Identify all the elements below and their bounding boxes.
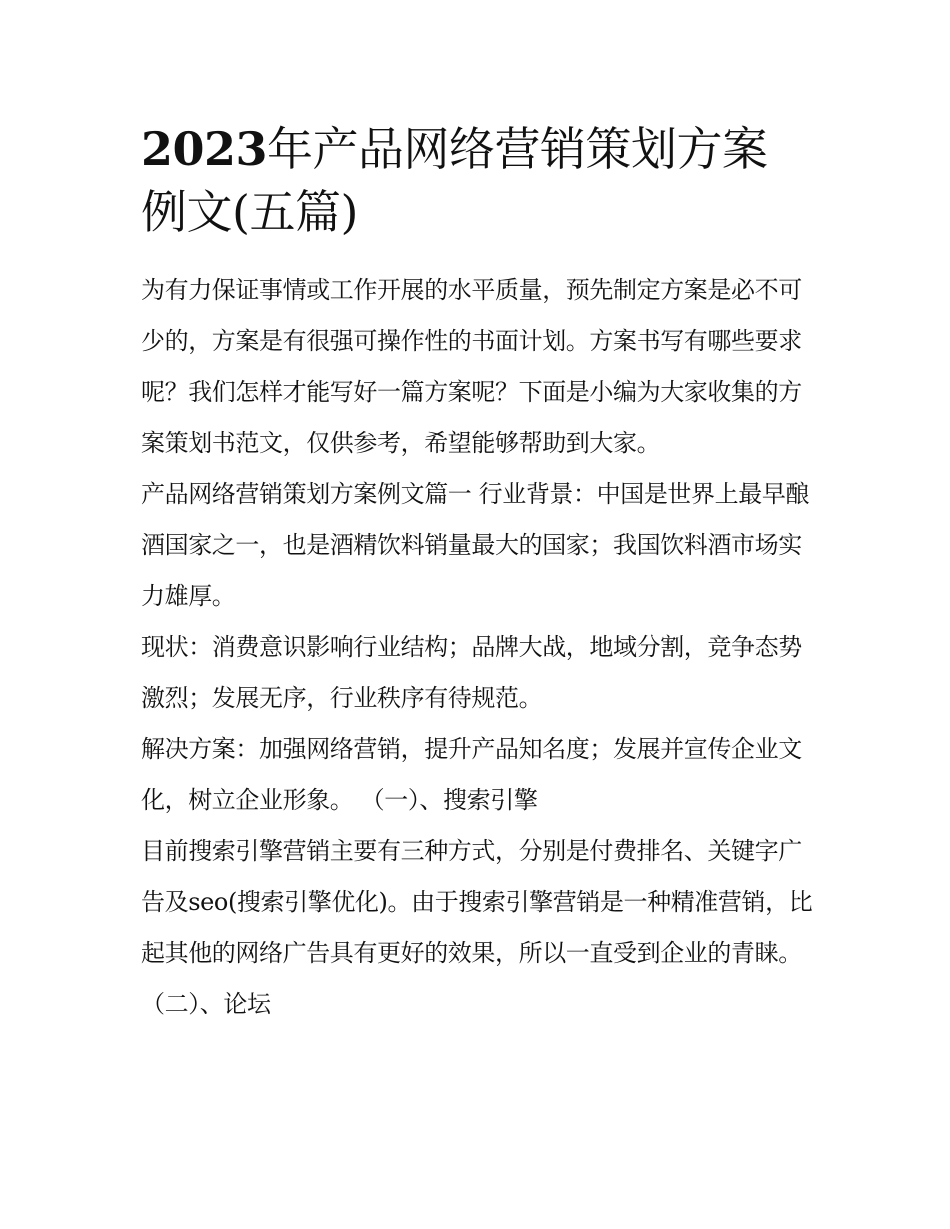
title-year: 2023 [141, 122, 268, 176]
paragraph-forum-heading: （二）、论坛 [141, 990, 271, 1018]
document-body [141, 265, 813, 1030]
document-title [141, 118, 813, 244]
paragraph-background: 产品网络营销策划方案例文篇一 行业背景：中国是世界上最早酿酒国家之一，也是酒精饮料销量最大的国家；我国饮料酒市场实力雄厚。 [141, 480, 810, 610]
paragraph-intro: 为有力保证事情或工作开展的水平质量，预先制定方案是必不可少的，方案是有很强可操作性的书面计划。方案书写有哪些要求呢？我们怎样才能写好一篇方案呢？下面是小编为大家收集的方案策划书范文，仅供参考，希望能够帮助到大家。 [141, 276, 802, 457]
paragraph-search-engine: 目前搜索引擎营销主要有三种方式，分别是付费排名、关键字广告及seo(搜索引擎优化)。由于搜索引擎营销是一种精准营销，比起其他的网络广告具有更好的效果，所以一直受到企业的青睐。 [141, 837, 813, 967]
title-text: 年产品网络营销策划方案例文(五篇) [141, 122, 768, 239]
paragraph-solution: 解决方案：加强网络营销，提升产品知名度；发展并宣传企业文化，树立企业形象。 （一）、搜索引擎 [141, 735, 802, 814]
paragraph-status: 现状：消费意识影响行业结构；品牌大战，地域分割，竞争态势激烈；发展无序，行业秩序有待规范。 [141, 633, 802, 712]
document-content [141, 118, 813, 1030]
